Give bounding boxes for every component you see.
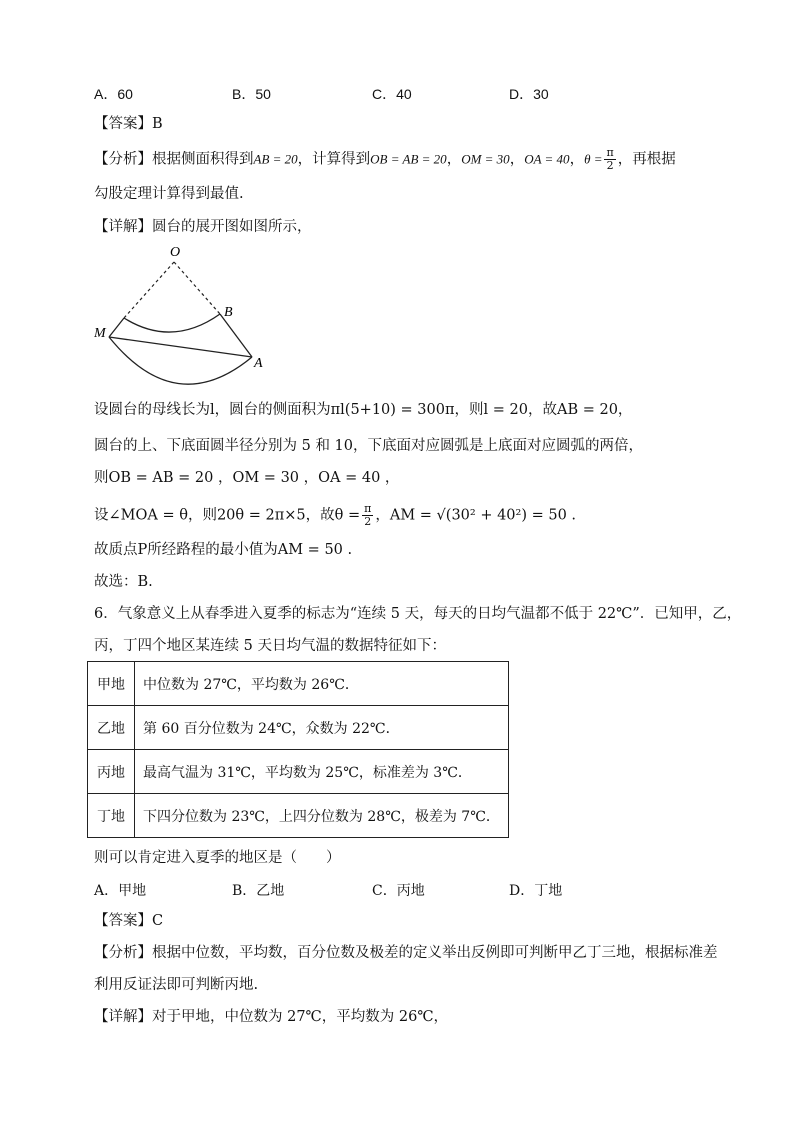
option-d: D．30 <box>509 86 549 102</box>
q6-stem-2: 丙，丁四个地区某连续 5 天日均气温的数据特征如下： <box>94 638 446 654</box>
q6-option-d: D．丁地 <box>509 883 563 899</box>
q6-answer-line <box>94 910 163 932</box>
detail-text: 圆台的展开图如图所示， <box>152 219 312 235</box>
outer-arc <box>109 337 252 384</box>
eq-theta: θ = <box>584 151 603 167</box>
frustum-unfolding-figure <box>94 240 274 392</box>
dashed-line-om <box>124 262 174 318</box>
detail-tag: 【详解】 <box>94 219 152 235</box>
fraction-den: 2 <box>606 159 614 172</box>
label-a: A <box>254 356 263 371</box>
label-m: M <box>94 326 106 341</box>
analysis-text-2: ，计算得到 <box>297 151 371 168</box>
detail-line-5: 故质点P所经路程的最小值为AM = 50 . <box>94 542 353 558</box>
edge-m <box>109 318 124 337</box>
table-row <box>88 750 509 794</box>
edge-ab <box>220 314 252 357</box>
detail-line-3: 则OB = AB = 20 ，OM = 30 ，OA = 40 ， <box>94 470 400 486</box>
fraction-den-2: 2 <box>364 515 372 528</box>
table-cell-region: 乙地 <box>88 706 135 750</box>
q6-answer-tag: 【答案】 <box>94 913 152 929</box>
eq-ab: AB = 20 <box>253 151 298 167</box>
table-cell-region: 丁地 <box>88 794 135 838</box>
answer-line <box>94 113 163 135</box>
q6-detail-line <box>94 1006 448 1028</box>
table-row <box>88 706 509 750</box>
detail-line-4a: 设∠MOA = θ，则20θ = 2π×5，故θ = <box>94 507 361 524</box>
analysis-line-2: 勾股定理计算得到最值. <box>94 186 244 202</box>
q6-option-b: B．乙地 <box>232 883 285 899</box>
detail-line-4 <box>94 503 576 528</box>
eq-oa: OA = 40 <box>524 151 570 167</box>
eq-ob: OB = AB = 20 <box>370 151 447 167</box>
q6-stem-1: 6．气象意义上从春季进入夏季的标志为“连续 5 天，每天的日均气温都不低于 22℃”．已知甲，乙， <box>94 606 742 622</box>
q6-analysis-tag: 【分析】 <box>94 945 152 961</box>
label-o: O <box>170 245 181 260</box>
answer-tag: 【答案】 <box>94 116 152 132</box>
eq-om: OM = 30 <box>461 151 510 167</box>
analysis-tag: 【分析】 <box>94 151 152 168</box>
table-cell-desc: 第 60 百分位数为 24℃，众数为 22℃． <box>135 706 509 750</box>
analysis-line-1: 【分析】根据侧面积得到AB = 20，计算得到OB = AB = 20，OM = 30，OA = 40，θ = $\frac{\pi}{2}$ ，再根据 <box>94 146 676 172</box>
label-b: B <box>224 305 233 320</box>
option-a: A．60 <box>94 86 133 102</box>
analysis-text-1: 根据侧面积得到 <box>152 151 254 168</box>
inner-arc <box>124 314 220 332</box>
table-cell-region: 丙地 <box>88 750 135 794</box>
fraction-num: π <box>606 146 614 159</box>
table-row <box>88 662 509 706</box>
q6-answer-value: C <box>152 913 164 929</box>
answer-value: B <box>152 116 163 132</box>
option-c: C．40 <box>372 86 412 102</box>
fraction-theta <box>362 503 373 528</box>
dashed-line-ob <box>174 262 220 314</box>
detail-line-4b: ，AM = √(30² + 40²) = 50 . <box>375 507 577 524</box>
q6-data-table <box>87 661 509 838</box>
detail-line-6: 故选：B. <box>94 574 153 590</box>
detail-line <box>94 216 312 238</box>
fraction-num-2: π <box>364 502 372 515</box>
q6-analysis-text-1: 根据中位数，平均数，百分位数及极差的定义举出反例即可判断甲乙丁三地，根据标准差 <box>152 945 718 961</box>
table-cell-desc: 最高气温为 31℃，平均数为 25℃，标准差为 3℃． <box>135 750 509 794</box>
table-cell-region: 甲地 <box>88 662 135 706</box>
analysis-text-3: ，再根据 <box>617 151 676 168</box>
q6-detail-text: 对于甲地，中位数为 27℃，平均数为 26℃， <box>152 1009 449 1025</box>
q6-detail-tag: 【详解】 <box>94 1009 152 1025</box>
q6-analysis-line-1 <box>94 942 718 964</box>
table-cell-desc: 下四分位数为 23℃，上四分位数为 28℃，极差为 7℃． <box>135 794 509 838</box>
detail-line-1: 设圆台的母线长为l，圆台的侧面积为πl(5+10) = 300π，则l = 20，故AB = 20， <box>94 402 633 418</box>
fraction-pi-2 <box>604 147 615 172</box>
table-cell-desc: 中位数为 27℃，平均数为 26℃． <box>135 662 509 706</box>
option-b: B．50 <box>232 86 271 102</box>
table-row <box>88 794 509 838</box>
q6-question: 则可以肯定进入夏季的地区是（ ） <box>94 850 341 866</box>
segment-am <box>109 337 252 357</box>
detail-line-2: 圆台的上、下底面圆半径分别为 5 和 10，下底面对应圆弧是上底面对应圆弧的两倍， <box>94 438 644 454</box>
q6-analysis-line-2: 利用反证法即可判断丙地. <box>94 977 259 993</box>
q6-option-a: A．甲地 <box>94 883 147 899</box>
q6-option-c: C．丙地 <box>372 883 425 899</box>
